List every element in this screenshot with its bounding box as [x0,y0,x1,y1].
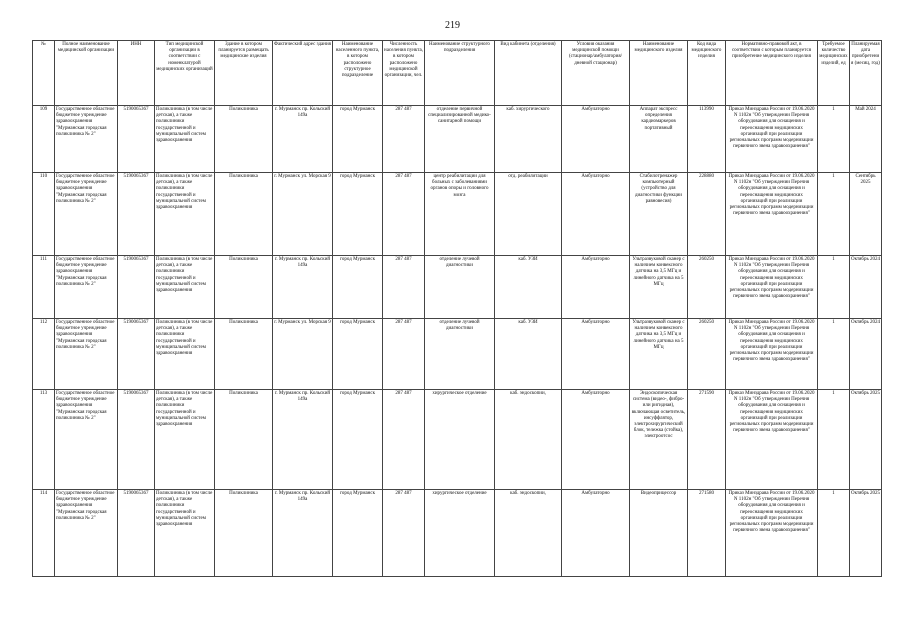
table-cell: Эндоскопическая система (видео-, фибро- или ригидная), включающая осветитель, инсуффлятор, электрохирургический блок, тележка (стойка), электроотсос [630,390,688,490]
table-cell: Ультразвуковой сканер с наличием конвексного датчика на 3,5 МГц и линейного датчика на 5 МГц [630,256,688,319]
table-cell: 260250 [688,319,726,390]
header-cell: Полное наименование медицинской организации [55,41,118,106]
table-cell: 5190065367 [118,490,155,577]
table-cell: 5190065367 [118,390,155,490]
table-row [33,173,882,256]
table-cell: 113 [33,390,55,490]
table-cell: Амбулаторно [562,256,630,319]
table-cell: Амбулаторно [562,106,630,173]
header-cell: Наименование населенного пункта, в котором расположено структурное подразделение [333,41,383,106]
table-cell: отделение первичной специализированной медико-санитарной помощи [425,106,495,173]
table-row [33,390,882,490]
header-cell: Код вида медицинского изделия [688,41,726,106]
header-cell: Нормативно-правовой акт, в соответствии с которым планируется приобретение медицинского изделия [726,41,818,106]
table-cell: хирургическое отделение [425,390,495,490]
table-cell: 287 487 [383,490,425,577]
table-cell: 287 487 [383,106,425,173]
table-cell: Амбулаторно [562,173,630,256]
table-cell: 1 [818,390,850,490]
table-cell: 110 [33,173,55,256]
header-cell: № [33,41,55,106]
table-cell: 112 [33,319,55,390]
table-cell: Государственное областное бюджетное учреждение здравоохранения "Мурманская городская поликлиника № 2" [55,390,118,490]
header-cell: Условия оказания медицинской помощи (стационар/амбулатория/дневной стационар) [562,41,630,106]
table-cell: Поликлиника (в том числе детская), а также поликлиники государственной и муниципальной систем здравоохранения [155,319,215,390]
table-cell: Поликлиника [215,490,273,577]
table-cell: 5190065367 [118,319,155,390]
table-cell: Ультразвуковой сканер с наличием конвексного датчика на 3,5 МГц и линейного датчика на 5 МГц [630,319,688,390]
table-cell: 111 [33,256,55,319]
table-cell: Государственное областное бюджетное учреждение здравоохранения "Мурманская городская поликлиника № 2" [55,256,118,319]
header-cell: ИНН [118,41,155,106]
table-cell: Поликлиника (в том числе детская), а также поликлиники государственной и муниципальной систем здравоохранения [155,256,215,319]
table-header-row [33,41,882,106]
table-cell: 287 487 [383,319,425,390]
table-cell: Поликлиника [215,256,273,319]
table-cell: город Мурманск [333,173,383,256]
table-cell: 287 487 [383,256,425,319]
table-row [33,106,882,173]
table-cell: Государственное областное бюджетное учреждение здравоохранения "Мурманская городская поликлиника № 2" [55,173,118,256]
table-cell: 1 [818,319,850,390]
table-cell: 287 487 [383,173,425,256]
table-cell: город Мурманск [333,319,383,390]
table-cell: Приказ Минздрава России от 19.06.2020 N 1102н "Об утверждении Перечня оборудования для оснащения и переоснащения медицинских организаций при реализации региональных программ модернизации первичного звена здравоохранения" [726,490,818,577]
table-cell: Поликлиника [215,390,273,490]
header-cell: Здание в котором планируется размещать медицинские изделия [215,41,273,106]
table-cell: отд. реабилитации [495,173,562,256]
table-cell: отделение лучевой диагностики [425,319,495,390]
table-cell: 1 [818,256,850,319]
table-cell: Приказ Минздрава России от 19.06.2020 N 1102н "Об утверждении Перечня оборудования для оснащения и переоснащения медицинских организаций при реализации региональных программ модернизации первичного звена здравоохранения" [726,256,818,319]
table-cell: 5190065367 [118,173,155,256]
table-cell: 271580 [688,490,726,577]
table-cell: Амбулаторно [562,490,630,577]
table-cell: отделение лучевой диагностики [425,256,495,319]
table-cell: Поликлиника [215,173,273,256]
table-cell: Поликлиника (в том числе детская), а также поликлиники государственной и муниципальной систем здравоохранения [155,173,215,256]
table-cell: 260250 [688,256,726,319]
table-cell: 271590 [688,390,726,490]
table-cell: город Мурманск [333,390,383,490]
table-cell: каб. УЗИ [495,256,562,319]
table-cell: г. Мурманск пр. Кольский 149а [273,106,333,173]
table-cell: 113990 [688,106,726,173]
table-cell: Амбулаторно [562,390,630,490]
header-cell: Требуемое количество медицинских изделий, ед [818,41,850,106]
table-cell: г. Мурманск ул. Морская 9 [273,173,333,256]
header-cell: Наименование медицинского изделия [630,41,688,106]
table-cell: Государственное областное бюджетное учреждение здравоохранения "Мурманская городская поликлиника № 2" [55,319,118,390]
header-cell: Фактический адрес здания [273,41,333,106]
table-cell: 287 487 [383,390,425,490]
table-cell: город Мурманск [333,256,383,319]
table-cell: 1 [818,106,850,173]
table-cell: центр реабилитации для больных с заболеваниями органов опоры и головного мозга [425,173,495,256]
table-cell: Октябрь 2025 [850,490,882,577]
table-row [33,490,882,577]
table-cell: Май 2024 [850,106,882,173]
equipment-registry-table [32,40,882,577]
table-cell: 5190065367 [118,106,155,173]
table-cell: Сентябрь 2025 [850,173,882,256]
table-cell: каб. эндоскопии, [495,490,562,577]
header-cell: Численность населения пункта, в котором расположено медицинской организации, чел. [383,41,425,106]
header-cell: Наименование структурного подразделения [425,41,495,106]
table-cell: Аппарат экспресс определения кардиомаркеров портативный [630,106,688,173]
table-cell: Октябрь 2025 [850,390,882,490]
table-cell: Приказ Минздрава России от 19.06.2020 N 1102н "Об утверждении Перечня оборудования для оснащения и переоснащения медицинских организаций при реализации региональных программ модернизации первичного звена здравоохранения" [726,390,818,490]
table-cell: Приказ Минздрава России от 19.06.2020 N 1102н "Об утверждении Перечня оборудования для оснащения и переоснащения медицинских организаций при реализации региональных программ модернизации первичного звена здравоохранения" [726,173,818,256]
header-cell: Тип медицинской организации в соответствии с номенклатурой медицинских организаций [155,41,215,106]
table-cell: 114 [33,490,55,577]
table-cell: Государственное областное бюджетное учреждение здравоохранения "Мурманская городская поликлиника № 2" [55,106,118,173]
table-cell: Поликлиника [215,319,273,390]
header-cell: Планируемая дата приобретения (месяц, год) [850,41,882,106]
table-cell: 228880 [688,173,726,256]
table-cell: Видеоприцессор [630,490,688,577]
table-cell: каб. УЗИ [495,319,562,390]
table-cell: каб. эндоскопии, [495,390,562,490]
table-cell: 109 [33,106,55,173]
table-cell: город Мурманск [333,106,383,173]
table-row [33,319,882,390]
table-row [33,256,882,319]
table-cell: Стабилотренажер компьютерный (устройство для диагностики функции равновесия) [630,173,688,256]
table-cell: г. Мурманск пр. Кольский 149а [273,390,333,490]
table-cell: 5190065367 [118,256,155,319]
table-cell: Октябрь 2024 [850,256,882,319]
table-cell: 1 [818,173,850,256]
table-cell: хирургическое отделение [425,490,495,577]
table-cell: Поликлиника (в том числе детская), а также поликлиники государственной и муниципальной систем здравоохранения [155,390,215,490]
table-cell: г. Мурманск пр. Кольский 149а [273,256,333,319]
table-cell: Приказ Минздрава России от 19.06.2020 N 1102н "Об утверждении Перечня оборудования для оснащения и переоснащения медицинских организаций при реализации региональных программ модернизации первичного звена здравоохранения" [726,319,818,390]
page-number: 219 [445,20,460,31]
header-cell: Вид кабинета (отделения) [495,41,562,106]
table-cell: Поликлиника (в том числе детская), а также поликлиники государственной и муниципальной систем здравоохранения [155,106,215,173]
table-cell: каб. хирургического [495,106,562,173]
table-cell: Поликлиника (в том числе детская), а также поликлиники государственной и муниципальной систем здравоохранения [155,490,215,577]
table-cell: город Мурманск [333,490,383,577]
table-cell: г. Мурманск пр. Кольский 149а [273,490,333,577]
table-cell: Октябрь 2024 [850,319,882,390]
table-cell: Поликлиника [215,106,273,173]
table-cell: г. Мурманск ул. Морская 9 [273,319,333,390]
table-cell: Амбулаторно [562,319,630,390]
table-cell: 1 [818,490,850,577]
table-cell: Государственное областное бюджетное учреждение здравоохранения "Мурманская городская поликлиника № 2" [55,490,118,577]
table-cell: Приказ Минздрава России от 19.06.2020 N 1102н "Об утверждении Перечня оборудования для оснащения и переоснащения медицинских организаций при реализации региональных программ модернизации первичного звена здравоохранения" [726,106,818,173]
